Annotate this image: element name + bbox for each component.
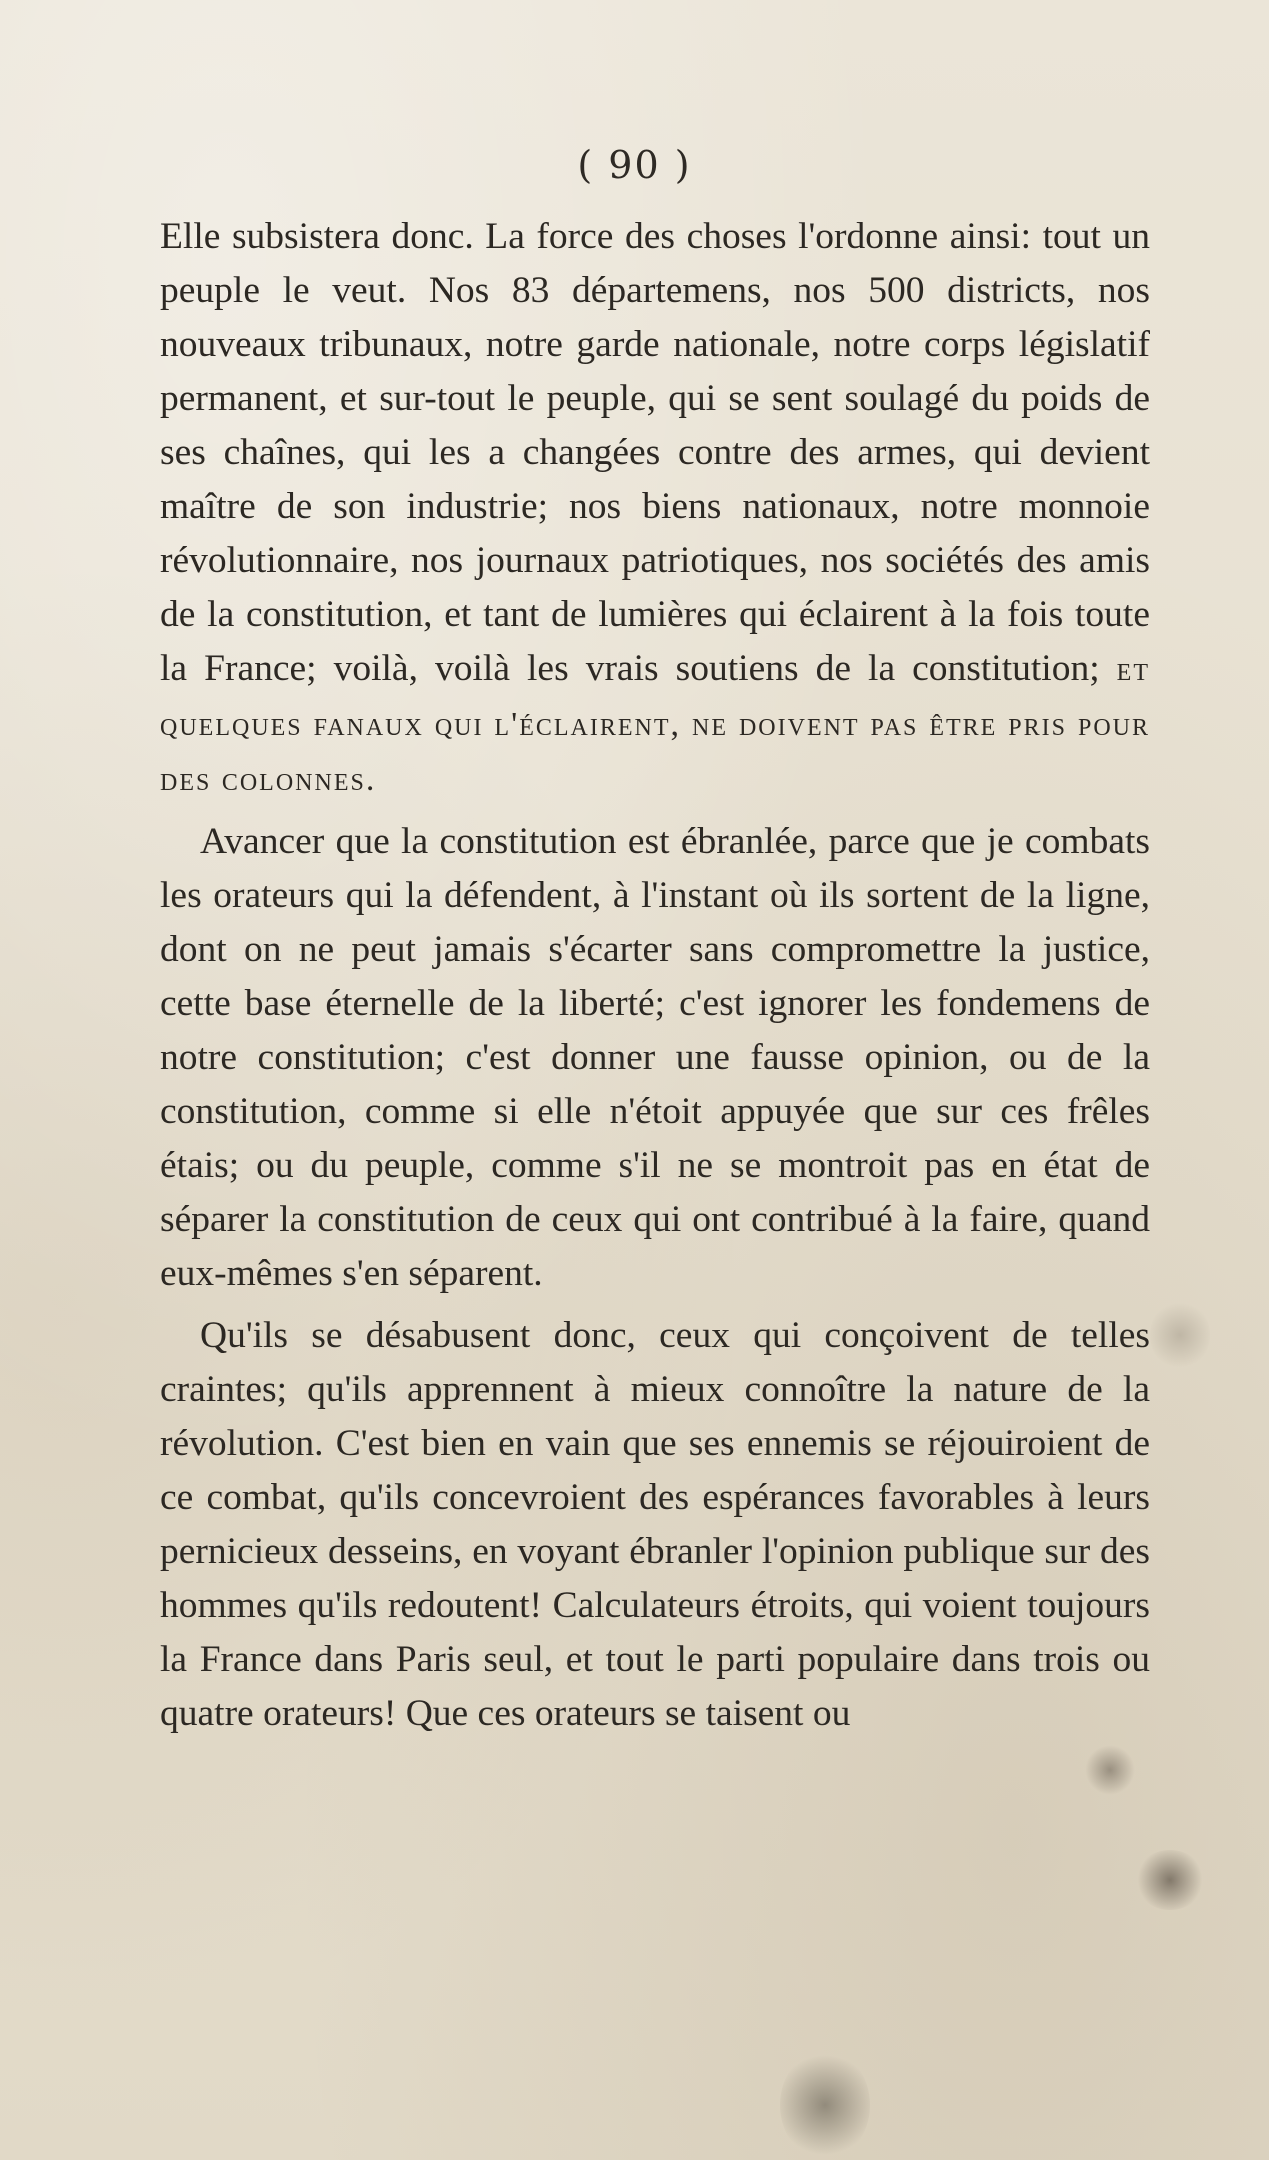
ink-stain [1135,1850,1205,1910]
body-text [160,210,1150,1749]
paragraph [160,210,1150,807]
ink-stain [1150,1300,1210,1370]
ink-stain [780,2050,870,2160]
small-caps-sentence: et quelques fanaux qui l'éclairent, ne doivent pas être pris pour des colonnes. [160,651,1150,798]
paragraph: Qu'ils se désabusent donc, ceux qui conçoivent de telles craintes; qu'ils apprennent à mieux connoître la nature de la révolution. C'est bien en vain que ses ennemis se réjouiroient de ce combat, qu'ils concevroient des espérances favorables à leurs pernicieux desseins, en voyant ébranler l'opinion publique sur des hommes qu'ils redoutent! Calculateurs étroits, qui voient toujours la France dans Paris seul, et tout le parti populaire dans trois ou quatre orateurs! Que ces orateurs se taisent ou [160,1315,1150,1734]
page-number: ( 90 ) [577,143,692,187]
paragraph: Avancer que la constitution est ébranlée, parce que je combats les orateurs qui la défendent, à l'instant où ils sortent de la ligne, dont on ne peut jamais s'écarter sans compromettre la justice, cette base éternelle de la liberté; c'est ignorer les fondemens de notre constitution; c'est donner une fausse opinion, ou de la constitution, comme si elle n'étoit appuyée que sur ces frêles étais; ou du peuple, comme s'il ne se montroit pas en état de séparer la constitution de ceux qui ont contribué à la faire, quand eux-mêmes s'en séparent. [160,821,1150,1294]
paragraph-text: Elle subsistera donc. La force des choses l'ordonne ainsi: tout un peuple le veut. Nos 83 départemens, nos 500 districts, nos nouveaux tribunaux, notre garde nationale, notre corps législatif permanent, et sur-tout le peuple, qui se sent soulagé du poids de ses chaînes, qui les a changées contre des armes, qui devient maître de son industrie; nos biens nationaux, notre monnoie révolutionnaire, nos journaux patriotiques, nos sociétés des amis de la constitution, et tant de lumières qui éclairent à la fois toute la France; voilà, voilà les vrais soutiens de la constitution; [160,216,1150,689]
ink-stain [1085,1745,1135,1795]
